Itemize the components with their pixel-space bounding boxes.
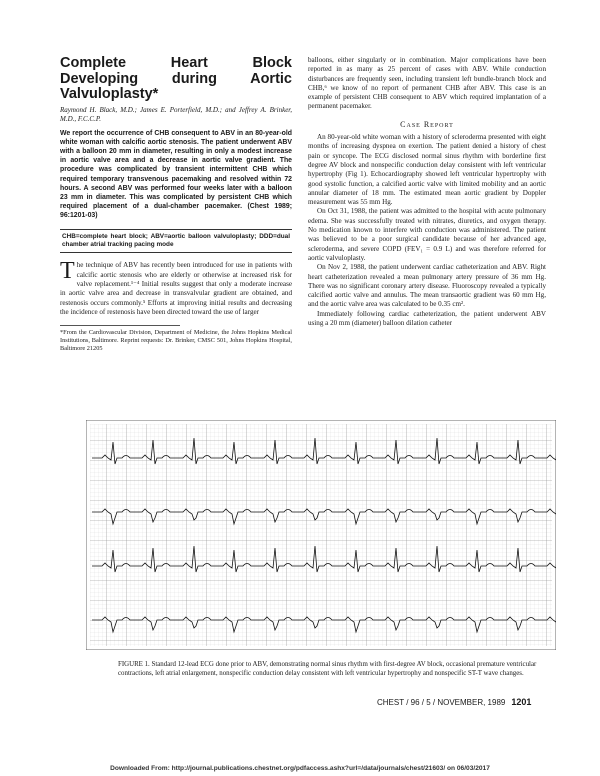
- right-paragraph-2: An 80-year-old white woman with a history of scleroderma presented with eight months of increasing dyspnea on exertion. The patient denied a history of chest pain or syncope. The ECG disclosed normal sinus rhythm with borderline first degree AV block and nonspecific conduction delay consistent with left ventricular hypertrophy (Fig 1). Echocardiography showed left ventricular hypertrophy with good systolic function, a calcified aortic valve with limited mobility and an aortic annular diameter of 18 mm. The estimated mean aortic gradient by Doppler measurement was 55 mm Hg.: [308, 133, 546, 207]
- ecg-figure: [86, 420, 556, 650]
- download-notice: Downloaded From: http://journal.publications.chestnet.org/pdfaccess.ashx?url=/data/journals/chest/21603/ on 06/03/2017: [110, 765, 490, 772]
- section-heading-case-report: Case Report: [400, 119, 454, 129]
- article-abstract: [60, 129, 292, 221]
- footnote-text: *From the Cardiovascular Division, Department of Medicine, the Johns Hopkins Medical Institutions, Baltimore. Reprint requests: Dr. Brinker, CMSC 501, Johns Hopkins Hospital, Baltimore 21205: [60, 329, 292, 353]
- article-authors: Raymond H. Black, M.D.; James E. Porterfield, M.D.; and Jeffrey A. Brinker, M.D., F.C.C.P.: [60, 105, 292, 123]
- right-paragraph-4: On Nov 2, 1988, the patient underwent cardiac catheterization and ABV. Right heart catheterization revealed a mean pulmonary artery pressure of 36 mm Hg. There was no significant coronary artery disease. Fluoroscopy revealed a typically calcified aortic valve and annulus. The mean transaortic gradient was 60 mm Hg, and the aortic valve area was calculated to be 0.35 cm².: [308, 263, 546, 309]
- right-column: [308, 56, 546, 328]
- drop-cap: T: [60, 258, 75, 285]
- ecg-grid: [90, 424, 552, 646]
- article-title: Complete Heart Block Developing during Aortic Valvuloplasty*: [60, 55, 292, 102]
- right-paragraph-5: Immediately following cardiac catheterization, the patient underwent ABV using a 20 mm (diameter) balloon dilation catheter: [308, 309, 546, 328]
- abbreviations-box: CHB=complete heart block; ABV=aortic balloon valvuloplasty; DDD=dual chamber atrial tracking pacing mode: [60, 229, 292, 254]
- running-footer: [377, 697, 531, 707]
- right-paragraph-3: On Oct 31, 1988, the patient was admitted to the hospital with acute pulmonary edema. She was successfully treated with nitrates, diuretics, and oxygen therapy. No medication known to interfere with conduction was administered. The patient was believed to be a poor surgical candidate because of her advanced age, scleroderma, and severe COPD (FEV₁ = 0.9 L) and was therefore referred for aortic valvuloplasty.: [308, 207, 546, 262]
- journal-issue: CHEST / 96 / 5 / NOVEMBER, 1989: [377, 698, 506, 707]
- figure-caption: FIGURE 1. Standard 12-lead ECG done prior to ABV, demonstrating normal sinus rhythm with first-degree AV block, occasional premature ventricular contractions, left atrial enlargement, nonspecific conduction delay consistent with left ventricular hypertrophy and nonspecific ST-T wave changes.: [118, 661, 537, 677]
- intro-paragraph: [60, 258, 292, 317]
- page-number: 1201: [511, 697, 532, 707]
- footnote: [60, 325, 292, 353]
- right-paragraph-1: balloons, either singularly or in combination. Major complications have been reported in as many as 25 percent of cases with ABV. While conduction disturbances are frequently seen, including transient left bundle-branch block and CHB,⁶ we know of no report of permanent CHB after ABV. This case is an example of persistent CHB consequent to ABV which required implantation of a permanent pacemaker.: [308, 56, 546, 111]
- intro-text: he technique of ABV has recently been introduced for use in patients with calcific aortic stenosis who are elderly or otherwise at increased risk for valve replacement.¹⁻⁴ Initial results suggest that only a moderate increase in aortic valve area and decrease in transvalvular gradient are obtained, and restenosis occurs commonly.⁵ Efforts at improving initial results and decreasing the incidence of restenosis have been directed toward the use of larger: [60, 261, 292, 316]
- left-column: [60, 56, 292, 353]
- abstract-text: We report the occurrence of CHB consequent to ABV in an 80-year-old white woman with calcific aortic stenosis. The patient underwent ABV with a balloon 20 mm in diameter, resulting in only a modest increase in aortic valve area and a decrease in aortic valve gradient. The procedure was complicated by transient intermittent CHB which required temporary transvenous pacemaking and resolved within 72 hours. A second ABV was performed four weeks later with a balloon 23 mm in diameter. This was complicated by persistent CHB which required placement of a dual-chamber pacemaker.: [60, 129, 292, 211]
- abstract-citation: (Chest 1989; 96:1201-03): [60, 203, 293, 220]
